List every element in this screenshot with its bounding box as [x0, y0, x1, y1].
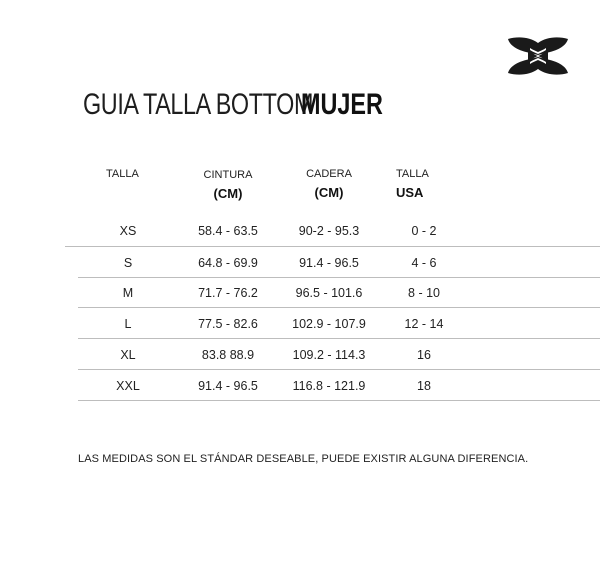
- cell-cintura: 83.8 88.9: [201, 348, 255, 362]
- cell-cintura: 58.4 - 63.5: [198, 224, 258, 238]
- cell-size: XL: [120, 348, 136, 362]
- cell-cadera: 116.8 - 121.9: [292, 379, 366, 393]
- title-bold-text: MUJER: [301, 88, 383, 121]
- page-title: [83, 88, 406, 122]
- cell-cadera: 109.2 - 114.3: [292, 348, 366, 362]
- header-talla: [106, 168, 146, 181]
- cell-usa: 0 - 2: [411, 224, 437, 238]
- cell-cintura: 71.7 - 76.2: [198, 286, 258, 300]
- header-talla-usa: [396, 168, 442, 199]
- row-divider: [78, 400, 600, 401]
- under-armour-logo-icon: [506, 36, 570, 76]
- cell-cadera: 91.4 - 96.5: [299, 256, 359, 270]
- title-light-text: GUIA TALLA BOTTOM: [83, 88, 314, 121]
- header-cadera: [294, 168, 364, 199]
- row-divider: [78, 338, 600, 339]
- cell-usa: 8 - 10: [408, 286, 440, 300]
- row-divider: [78, 307, 600, 308]
- cell-cadera: 102.9 - 107.9: [292, 317, 366, 331]
- footer-note: LAS MEDIDAS SON EL STÁNDAR DESEABLE, PUEDE EXISTIR ALGUNA DIFERENCIA.: [78, 453, 529, 465]
- row-divider: [78, 277, 600, 278]
- cell-cintura: 77.5 - 82.6: [198, 317, 258, 331]
- cell-cintura: 91.4 - 96.5: [198, 379, 258, 393]
- row-divider: [78, 369, 600, 370]
- cell-size: L: [124, 317, 132, 331]
- cell-cadera: 90-2 - 95.3: [298, 224, 360, 238]
- cell-size: S: [123, 256, 133, 270]
- cell-cintura: 64.8 - 69.9: [198, 256, 258, 270]
- header-cintura-unit: (CM): [213, 186, 243, 201]
- row-divider: [65, 246, 600, 247]
- cell-usa: 4 - 6: [411, 256, 437, 270]
- cell-usa: 16: [417, 348, 431, 362]
- cell-size: XXL: [116, 379, 140, 393]
- cell-cadera: 96.5 - 101.6: [295, 286, 363, 300]
- header-talla-label: TALLA: [106, 168, 139, 180]
- cell-usa: 12 - 14: [404, 317, 444, 331]
- cell-usa: 18: [417, 379, 431, 393]
- header-cintura-label: CINTURA: [203, 169, 253, 181]
- cell-size: XS: [119, 224, 137, 238]
- header-cadera-unit: (CM): [314, 185, 344, 200]
- header-cintura: [193, 169, 263, 200]
- header-talla-usa-label: TALLA: [396, 168, 429, 180]
- cell-size: M: [122, 286, 134, 300]
- header-talla-usa-unit: USA: [396, 185, 424, 200]
- header-cadera-label: CADERA: [306, 168, 352, 180]
